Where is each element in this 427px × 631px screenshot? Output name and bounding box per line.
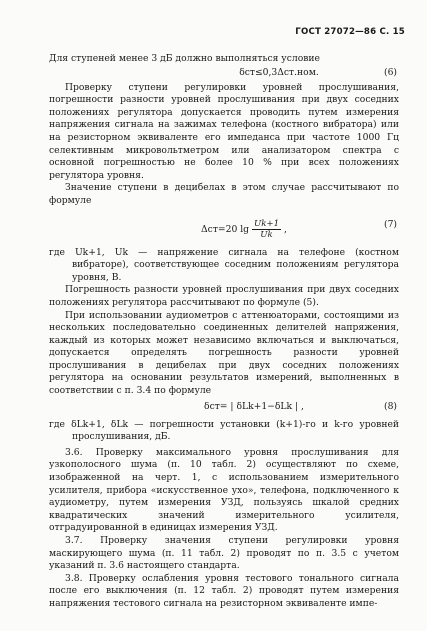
paragraph: Погрешность разности уровней прослушивания при двух соседних положениях регулятора рассчитывают по формуле (5). bbox=[49, 284, 399, 308]
paragraph: При использовании аудиометров с аттенюаторами, состоящими из нескольких последовательно соединенных делителей напряжения, каждый из которых может независимо включаться и выключаться, допускается определять погрешность разности уровней прослушивания в децибелах при двух соседних положениях регулятора на основании результатов измерений, выполненных в соответствии с п. 3.4 по формуле bbox=[49, 309, 399, 397]
fraction-numerator: Uk+1 bbox=[253, 218, 280, 229]
paragraph: 3.6. Проверку максимального уровня прослушивания для узкополосного шума (п. 10 табл. 2) осуществляют по схеме, изображенной на черт. 1, с использованием измерительного усилителя, прибора «искусственное ухо», телефона, подключенного к аудиометру, путем измерения УЗД, пользуясь шкалой средних квадратических значений измерительного усилителя, отградуированной в единицах измерения УЗД. bbox=[49, 446, 399, 534]
paragraph: где δLk+1, δLk — погрешности установки (k+1)-го и k-го уровней прослушивания, дБ. bbox=[49, 418, 399, 443]
formula-tail: , bbox=[281, 223, 287, 235]
formula-8 bbox=[49, 401, 399, 415]
formula-6 bbox=[49, 67, 399, 81]
fraction bbox=[252, 219, 281, 240]
formula-number: (7) bbox=[383, 218, 397, 230]
paragraph: где Uk+1, Uk — напряжение сигнала на телефоне (костном вибраторе), соответствующее соседним положениям регулятора уровня, В. bbox=[49, 246, 399, 283]
formula-expression: δст≤0,3Δст.ном. bbox=[239, 66, 319, 78]
formula-7 bbox=[49, 210, 399, 244]
document-body bbox=[49, 53, 399, 611]
page-header: ГОСТ 27072—86 С. 15 bbox=[295, 27, 405, 37]
fraction-denominator: Uk bbox=[260, 229, 273, 240]
formula-number: (6) bbox=[383, 66, 397, 78]
paragraph: Значение ступени в децибелах в этом случае рассчитывают по формуле bbox=[49, 182, 399, 206]
formula-expression: δст= | δLk+1−δLk | , bbox=[204, 400, 304, 412]
paragraph: 3.8. Проверку ослабления уровня тестового тонального сигнала после его выключения (п. 12 табл. 2) проводят путем измерения напряжения тестового сигнала на резисторном эквиваленте импе- bbox=[49, 572, 399, 609]
paragraph: Для ступеней менее 3 дБ должно выполняться условие bbox=[49, 53, 320, 64]
formula-expression: Δст=20 lg bbox=[201, 223, 250, 235]
paragraph: Проверку ступени регулировки уровней прослушивания, погрешности разности уровней прослушивания при двух соседних положениях регулятора допускается проводить путем измерения напряжения сигнала на зажимах телефона (костного вибратора) или на резисторном эквиваленте его импеданса при частоте 1000 Гц селективным микровольтметром или анализатором спектра с основной погрешностью не более 10 % при всех положениях регулятора уровня. bbox=[49, 81, 399, 181]
formula-number: (8) bbox=[383, 400, 397, 412]
paragraph: 3.7. Проверку значения ступени регулировки уровня маскирующего шума (п. 11 табл. 2) проводят по п. 3.5 с учетом указаний п. 3.6 настоящего стандарта. bbox=[49, 535, 399, 572]
